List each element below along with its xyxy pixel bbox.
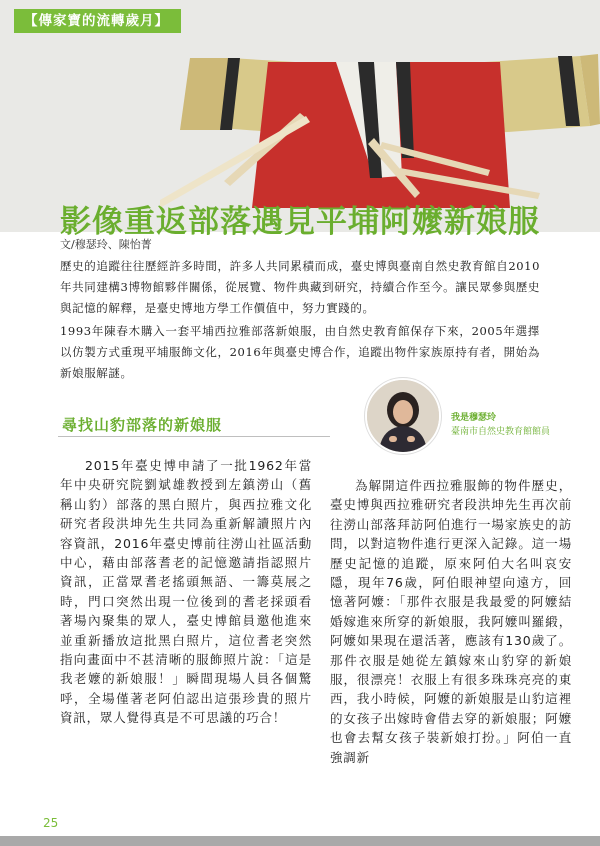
subheading-divider [58,436,330,437]
intro-paragraph-1: 歷史的追蹤往往歷經許多時間，許多人共同累積而成，臺史博與臺南自然史教育館自2010年共同建構3博物館夥伴關係，從展覽、物件典藏到研究，持續合作至今。讓民眾參與歷史與記憶的解釋，是臺史博地方學工作價值中，努力實踐的。 [60,259,540,315]
article-title: 影像重返部落遇見平埔阿嬤新娘服 [60,204,540,240]
byline: 文/穆瑟玲、陳怡菁 [60,238,152,251]
body-right-column: 為解開這件西拉雅服飾的物件歷史，臺史博與西拉雅研究者段洪坤先生再次前往澇山部落拜訪阿伯進行一場家族史的訪問，以對這物件進行更深入記錄。這一場歷史記憶的追蹤，原來阿伯大名叫哀安隱，現年76歲，阿伯眼神望向遠方，回憶著阿嬤：「那件衣服是我最愛的阿嬤結婚嫁進來所穿的新娘服，我阿嬤叫羅緞，阿嬤如果現在還活著，應該有130歲了。那件衣服是她從左鎮嫁來山豹穿的新娘服，很漂亮！衣服上有很多珠珠亮亮的東西，我小時候，阿嬤的新娘服是山豹這裡的女孩子出嫁時會借去穿的新娘服；阿嬤也會去幫女孩子裝新娘打扮。」阿伯一直強調新 [330,478,572,765]
portrait-caption-name: 我是穆瑟玲 [451,413,497,423]
body-left-column: 2015年臺史博申請了一批1962年當年中央研究院劉斌雄教授到左鎮澇山（舊稱山豹）部落的黑白照片，與西拉雅文化研究者段洪坤先生共同為重新解讀照片內容資訊，2016年臺史博前往澇山社區活動中心，藉由部落耆老的記憶邀請指認照片資訊，正當眾耆老搖頭無語、一籌莫展之時，門口突然出現一位後到的耆老採頭看著場內聚集的眾人，臺史博館員邀他進來並重新播放這批黑白照片，這位耆老突然指向畫面中不甚清晰的服飾照片說：「這是我老嬤的新娘服！」瞬間現場人員各個驚呼，全場僅著老阿伯認出這張珍貴的照片資訊，眾人覺得真是不可思議的巧合！ [60,458,312,726]
page-number: 25 [43,816,59,830]
footer-bar [0,836,600,846]
section-subheading: 尋找山豹部落的新娘服 [62,416,223,434]
intro-paragraph-2: 1993年陳春木購入一套平埔西拉雅部落新娘服，由自然史教育館保存下來，2005年選擇以仿製方式重現平埔服飾文化，2016年與臺史博合作，追蹤出物件家族原持有者，開始為新娘服解謎。 [60,324,540,380]
portrait-caption-title: 臺南市自然史教育館館員 [451,427,551,437]
author-portrait [365,378,441,454]
section-tag: 【傳家寶的流轉歲月】 [14,9,181,33]
